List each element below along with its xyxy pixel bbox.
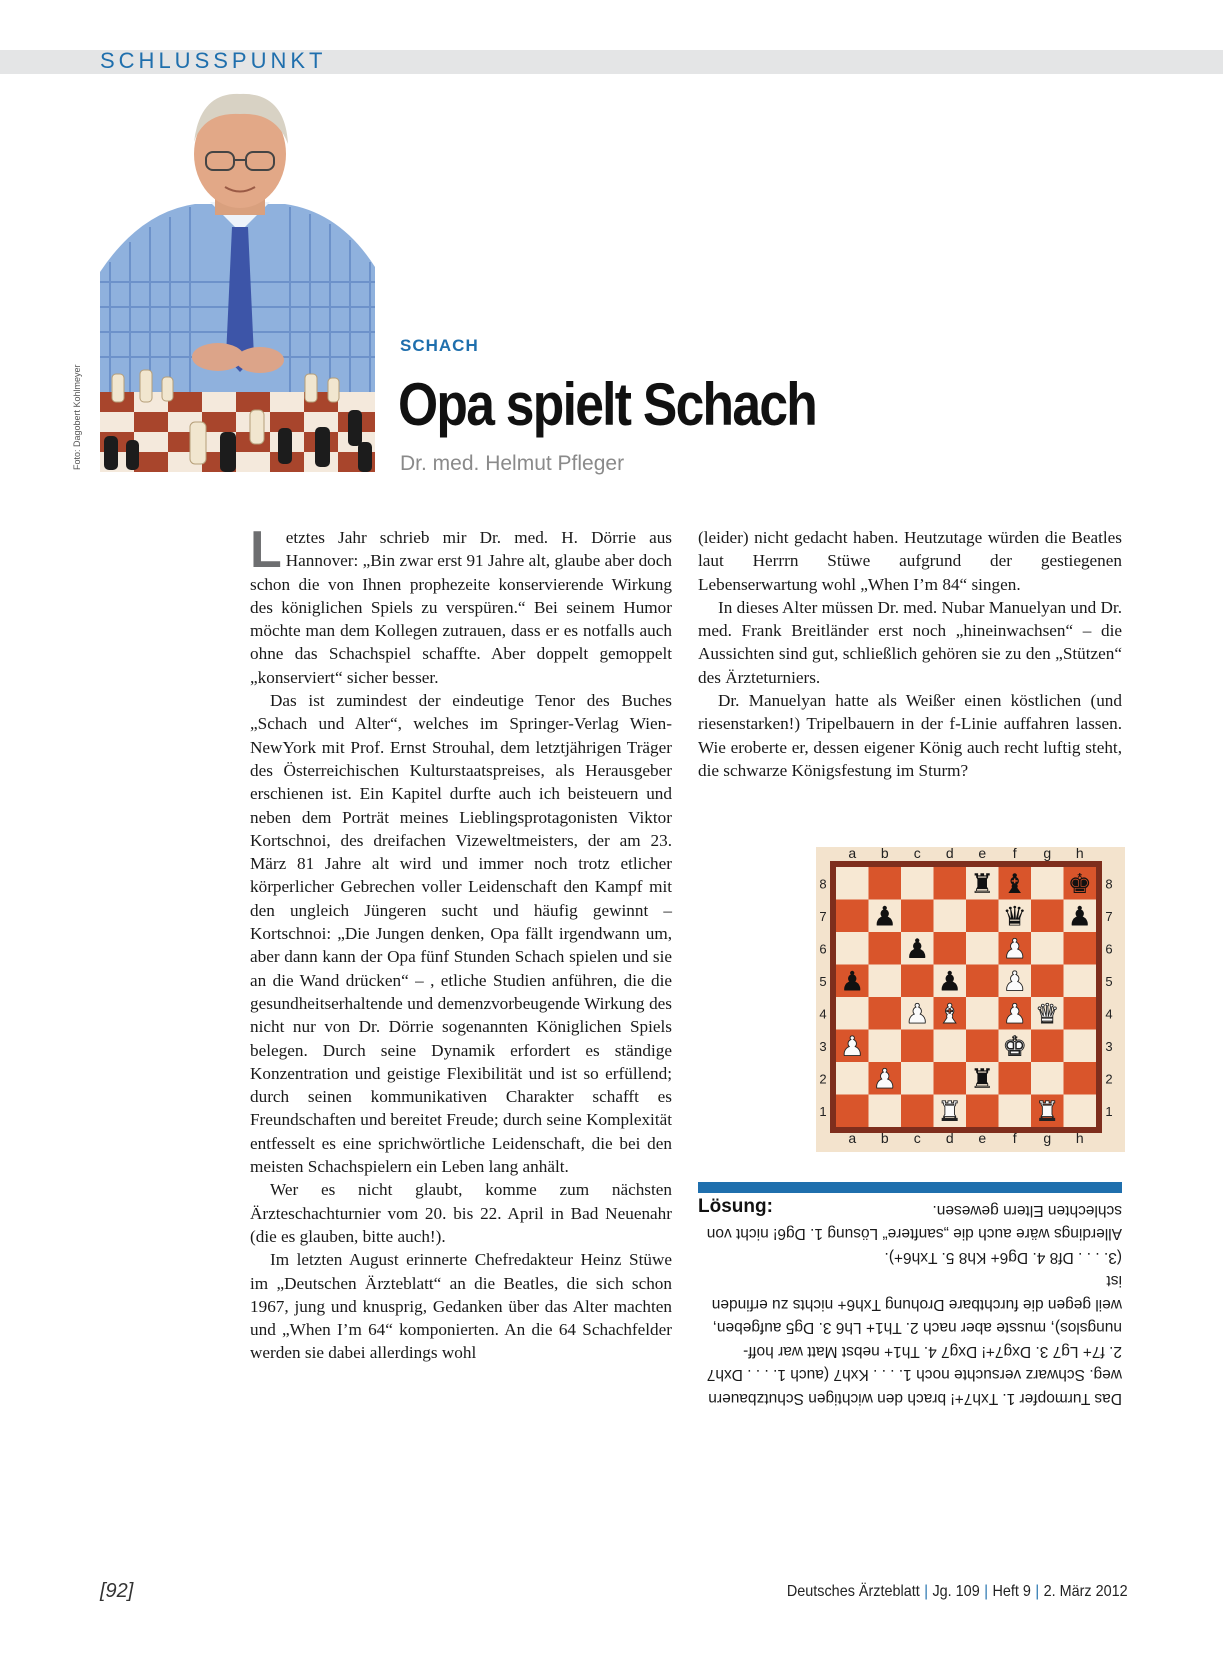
paragraph: In dieses Alter müssen Dr. med. Nubar Manuelyan und Dr. med. Frank Breitländer erst noch „hineinwachsen“ – die Aussichten sind gut, schließlich gehören sie zu den „Stützen“ des Ärzteturniers. (698, 597, 1122, 687)
paragraph (250, 521, 672, 689)
file-label-bottom: c (913, 1130, 921, 1146)
black-bishop-icon: ♝ (1002, 869, 1027, 900)
author-photo (100, 92, 375, 472)
square-b4 (869, 997, 902, 1030)
rank-label-right: 7 (1105, 908, 1113, 924)
solution-line: Das Turmopfer 1. Txh7+! brach den wichtigen Schutzbauern (708, 1390, 1122, 1407)
square-a1 (836, 1095, 869, 1128)
solution-divider (698, 1182, 1122, 1193)
white-pawn-icon: ♟ (1002, 966, 1027, 998)
file-label-top: c (913, 847, 921, 861)
rank-label-left: 4 (819, 1006, 827, 1022)
rank-label-right: 6 (1105, 941, 1113, 957)
black-pawn-icon: ♟ (905, 934, 930, 965)
page-number: [92] (100, 1580, 134, 1602)
square-c3 (901, 1030, 934, 1063)
file-label-top: f (1012, 847, 1017, 861)
rank-label-right: 3 (1105, 1038, 1113, 1054)
square-d8 (934, 867, 967, 900)
black-pawn-icon: ♟ (1067, 901, 1092, 933)
rank-label-left: 2 (819, 1071, 827, 1087)
rank-label-left: 1 (819, 1103, 827, 1119)
square-b6 (869, 932, 902, 965)
journal-volume: Jg. 109 (932, 1583, 981, 1600)
white-king-icon: ♚ (1002, 1031, 1027, 1063)
black-pawn-icon: ♟ (840, 966, 865, 998)
rank-label-right: 5 (1105, 973, 1113, 989)
square-b8 (869, 867, 902, 900)
file-label-top: b (880, 847, 889, 861)
file-label-top: a (848, 847, 857, 861)
rank-label-left: 5 (819, 973, 827, 989)
black-pawn-icon: ♟ (872, 901, 897, 933)
square-g6 (1031, 932, 1064, 965)
file-label-bottom: f (1012, 1130, 1017, 1146)
square-a4 (836, 997, 869, 1030)
square-c2 (901, 1062, 934, 1095)
paragraph-text: etztes Jahr schrieb mir Dr. med. H. Dörrie aus Hannover: „Bin zwar erst 91 Jahre alt, glaube aber doch schon die von Ihnen prophezeite konservierende Wirkung des königlichen Spiels zu verspüren.“ Bei seinem Humor möchte man dem Kollegen zutrauen, dass er es notfalls auch ohne das Schachspiel schaffte. Aber doppelt gemoppelt „konserviert“ sicher besser. (250, 528, 672, 687)
file-label-top: e (978, 847, 987, 861)
white-queen-icon: ♛ (1035, 999, 1060, 1030)
white-rook-icon: ♜ (1035, 1096, 1060, 1128)
square-a7 (836, 900, 869, 933)
rank-label-right: 4 (1105, 1006, 1113, 1022)
square-d2 (934, 1062, 967, 1095)
rank-label-left: 8 (819, 876, 827, 892)
white-pawn-icon: ♟ (1002, 999, 1027, 1030)
footer-separator: | (1035, 1583, 1040, 1600)
footer-separator: | (984, 1583, 989, 1600)
square-c8 (901, 867, 934, 900)
paragraph: Wer es nicht glaubt, komme zum nächsten Ärzteschachturnier vom 20. bis 22. April in Bad Neuenahr (die es glauben, bitte auch!). (250, 1180, 672, 1246)
square-g3 (1031, 1030, 1064, 1063)
rank-label-right: 2 (1105, 1071, 1113, 1087)
paragraph: Im letzten August erinnerte Chefredakteur Heinz Stüwe im „Deutschen Ärzteblatt“ an die Beatles, die sich schon 1967, jung und knusprig, Gedanken über das Alter machten und „When I’m 64“ komponierten. An die 64 Schachfelder werden sie dabei allerdings wohl (250, 1250, 672, 1363)
square-a2 (836, 1062, 869, 1095)
file-label-bottom: d (945, 1130, 954, 1146)
rank-label-right: 1 (1105, 1103, 1113, 1119)
journal-date: 2. März 2012 (1043, 1583, 1128, 1600)
white-rook-icon: ♜ (937, 1096, 962, 1128)
author-byline: Dr. med. Helmut Pfleger (400, 452, 625, 475)
solution-line: Allerdings wäre auch die „sanftere“ Lösung 1. Dg6! nicht von (706, 1225, 1122, 1243)
article-column-2 (698, 526, 1122, 782)
solution-text-upside-down (698, 1202, 1122, 1410)
file-label-bottom: h (1075, 1130, 1084, 1146)
square-f2 (999, 1062, 1032, 1095)
solution-line: 2. f7+ Lg7 3. Dxg7+! Dxg7 4. Th1+ nebst Matt war hoff- (743, 1343, 1122, 1360)
square-e4 (966, 997, 999, 1030)
white-pawn-icon: ♟ (872, 1064, 897, 1095)
black-pawn-icon: ♟ (937, 966, 962, 998)
square-h6 (1064, 932, 1097, 965)
solution-line: (3. . . . Df8 4. Dg6+ Kh8 5. Txh6+). (884, 1249, 1122, 1266)
square-e3 (966, 1030, 999, 1063)
paragraph: (leider) nicht gedacht haben. Heutzutage würden die Beatles laut Herrrn Stüwe aufgrund der gestiegenen Lebenserwartung wohl „When I’m 84“ singen. (698, 528, 1122, 594)
square-e7 (966, 900, 999, 933)
solution-line: weg. Schwarz versuchte noch 1. . . . Kxh7 (auch 1. . . . Dxh7 (706, 1366, 1122, 1384)
square-c5 (901, 965, 934, 998)
white-pawn-icon: ♟ (1002, 934, 1027, 965)
section-label: SCHLUSSPUNKT (100, 48, 327, 73)
square-g2 (1031, 1062, 1064, 1095)
square-e6 (966, 932, 999, 965)
square-a6 (836, 932, 869, 965)
rank-label-left: 7 (819, 908, 827, 924)
file-label-top: d (945, 847, 954, 861)
file-label-bottom: g (1043, 1130, 1052, 1146)
journal-name: Deutsches Ärzteblatt (787, 1583, 921, 1600)
square-g5 (1031, 965, 1064, 998)
square-b5 (869, 965, 902, 998)
square-h4 (1064, 997, 1097, 1030)
white-pawn-icon: ♟ (905, 999, 930, 1030)
file-label-bottom: e (978, 1130, 987, 1146)
chess-board (816, 847, 1125, 1152)
square-e5 (966, 965, 999, 998)
rank-label-left: 6 (819, 941, 827, 957)
photo-credit: Foto: Dagobert Kohlmeyer (72, 364, 82, 470)
black-rook-icon: ♜ (970, 869, 995, 900)
solution-title: Lösung: (698, 1196, 773, 1217)
footer-separator: | (924, 1583, 929, 1600)
solution-line: weil gegen die furchtbare Drohung Txh6+ nichts zu erfinden ist (711, 1272, 1122, 1313)
square-g7 (1031, 900, 1064, 933)
square-e1 (966, 1095, 999, 1128)
rank-label-right: 8 (1105, 876, 1113, 892)
rank-label-left: 3 (819, 1038, 827, 1054)
black-rook-icon: ♜ (970, 1064, 995, 1095)
solution-line: schlechten Eltern gewesen. (932, 1202, 1122, 1219)
solution-line: nungslos), musste aber nach 2. Th1+ Lh6 3. Dg5 aufgeben, (712, 1319, 1122, 1337)
file-label-bottom: b (880, 1130, 889, 1146)
black-king-icon: ♚ (1067, 869, 1092, 900)
square-c7 (901, 900, 934, 933)
square-b1 (869, 1095, 902, 1128)
paragraph: Das ist zumindest der eindeutige Tenor des Buches „Schach und Alter“, welches im Springer-Verlag Wien-NewYork mit Prof. Ernst Strouhal, dem letztjährigen Träger des Österreichischen Kulturstaatspreises, als Herausgeber erschienen ist. Ein Kapitel durfte auch ich beisteuern und neben dem Porträt meines Lieblingsprotagonisten Viktor Kortschnoi, des dreifachen Vizeweltmeisters, der am 23. März 81 Jahre alt wird und immer noch trotz etlicher körperlicher Gebrechen voller Leidenschaft den Kampf mit den ungleich Jüngeren sucht und häufig gewinnt – Kortschnoi: „Die Jungen denken, Opa fällt irgendwann um, aber dann kann der Opa fünf Stunden Schach spielen und sie an die Wand drücken“ – , etliche Studien anführen, die die gesundheitserhaltende und demenzvorbeugende Wirkung des nicht nur von Dr. Dörrie sogenannten Königlichen Spiels belegen. Durch seine Dynamik erfordert es ständige Konzentration und geistige Flexibilität und ist so erfüllend; durch seinen kommunikativen Charakter schafft es Freundschaften und bereitet Freude; durch seine Komplexität entfesselt es eine sprichwörtliche Leidenschaft, die bei den meisten Schachspielern ein Leben lang anhält. (250, 691, 672, 1177)
headline: Opa spielt Schach (398, 371, 817, 438)
file-label-top: g (1043, 847, 1052, 861)
file-label-top: h (1075, 847, 1084, 861)
white-pawn-icon: ♟ (840, 1031, 865, 1063)
square-d6 (934, 932, 967, 965)
chess-diagram (816, 847, 1125, 1152)
article-column-1 (250, 521, 672, 1365)
paragraph: Dr. Manuelyan hatte als Weißer einen köstlichen (und riesenstarken!) Tripelbauern in der f-Linie auffahren lassen. Wie eroberte er, dessen eigener König auch recht luftig steht, die schwarze Königsfestung im Sturm? (698, 691, 1122, 780)
square-d7 (934, 900, 967, 933)
square-h5 (1064, 965, 1097, 998)
square-g8 (1031, 867, 1064, 900)
drop-cap: L (250, 521, 282, 579)
square-a8 (836, 867, 869, 900)
black-queen-icon: ♛ (1002, 901, 1027, 933)
square-f1 (999, 1095, 1032, 1128)
square-h3 (1064, 1030, 1097, 1063)
square-b3 (869, 1030, 902, 1063)
square-d3 (934, 1030, 967, 1063)
square-h2 (1064, 1062, 1097, 1095)
white-bishop-icon: ♝ (937, 999, 962, 1030)
journal-footer (787, 1583, 1128, 1601)
file-label-bottom: a (848, 1130, 857, 1146)
square-h1 (1064, 1095, 1097, 1128)
journal-issue: Heft 9 (992, 1583, 1032, 1600)
square-c1 (901, 1095, 934, 1128)
kicker: SCHACH (400, 336, 479, 355)
